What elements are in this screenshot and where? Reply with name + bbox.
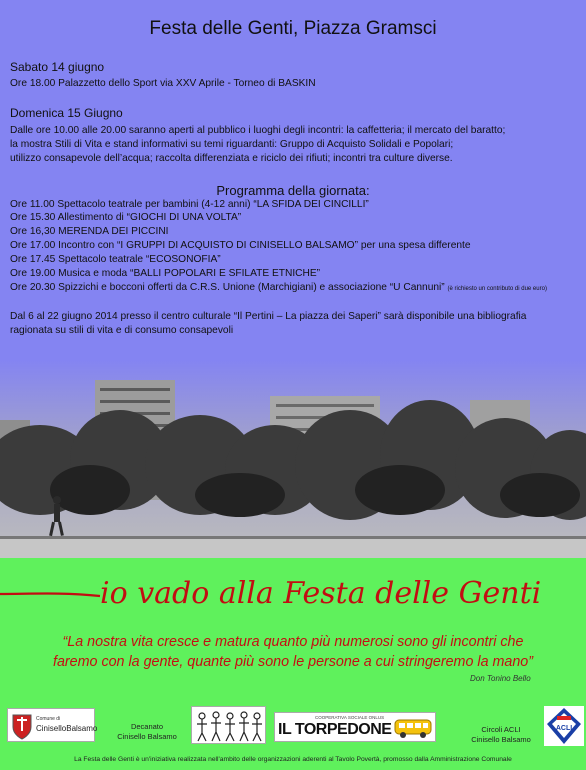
- people-drawing-logo: [191, 706, 266, 744]
- torpedone-logo: [274, 712, 436, 742]
- decanato-line: Decanato: [130, 722, 164, 731]
- coat-of-arms-icon: [11, 711, 33, 741]
- quote-author: Don Tonino Bello: [470, 674, 531, 683]
- piazza-ground: [0, 538, 586, 560]
- bus-icon: [393, 716, 433, 740]
- page-title: Festa delle Genti, Piazza Gramsci: [149, 18, 437, 39]
- programma-item-last: [10, 281, 547, 296]
- comune-name: CiniselloBalsamo: [36, 724, 98, 733]
- domenica-line: utilizzo consapevole dell’acqua; raccolta differenziata e riciclo dei rifiuti; incontri tra culture diverse.: [10, 153, 453, 164]
- comune-logo: [7, 708, 98, 742]
- sabato-line: Ore 18.00 Palazzetto dello Sport via XXV Aprile - Torneo di BASKIN: [10, 78, 316, 89]
- programma-item: Ore 17.45 Spettacolo teatrale “ECOSONOFIA”: [10, 254, 221, 265]
- acli-line: Circoli ACLI: [481, 725, 521, 734]
- domenica-line: la mostra Stili di Vita e stand informativi su temi riguardanti: Gruppo di Acquisto Solidali e Popolari;: [10, 139, 454, 150]
- slogan: io vado alla Festa delle Genti: [100, 576, 542, 611]
- acli-label: [466, 725, 536, 745]
- bibliografia-line: ragionata su stili di vita e di consumo consapevoli: [10, 325, 234, 336]
- domenica-line: Dalle ore 10.00 alle 20.00 saranno aperti al pubblico i luoghi degli incontri: la caffetteria; il mercato del baratto;: [10, 125, 506, 136]
- programma-item: Ore 11.00 Spettacolo teatrale per bambini (4-12 anni) “LA SFIDA DEI CINCILLI”: [10, 199, 369, 210]
- footer-note: La Festa delle Genti è un'iniziativa realizzata nell'ambito delle organizzazioni aderenti al Tavolo Povertà, promosso dalla Amministrazione Comunale: [74, 756, 512, 763]
- programma-last-note: (è richiesto un contributo di due euro): [447, 286, 547, 292]
- programma-heading: Programma della giornata:: [216, 183, 370, 198]
- programma-item: Ore 16,30 MERENDA DEI PICCINI: [10, 226, 169, 237]
- bibliografia-line: Dal 6 al 22 giugno 2014 presso il centro culturale “Il Pertini – La piazza dei Saperi” sarà disponibile una bibliografia: [10, 311, 527, 322]
- decanato-line: Cinisello Balsamo: [117, 732, 177, 741]
- acli-logo: [544, 706, 584, 746]
- piazza-photo: [0, 360, 586, 560]
- acli-line: Cinisello Balsamo: [471, 735, 531, 744]
- domenica-date: Domenica 15 Giugno: [10, 106, 123, 120]
- acli-badge-text: ACLI: [555, 725, 573, 732]
- comune-small: Comune di: [36, 716, 61, 722]
- quote-line: faremo con la gente, quante più sono le persone a cui stringeremo la mano”: [52, 654, 534, 670]
- programma-item: Ore 17.00 Incontro con “I GRUPPI DI ACQUISTO DI CINISELLO BALSAMO” per una spesa differente: [10, 240, 471, 251]
- piazza-curb: [0, 536, 586, 539]
- people-drawing-icon: [192, 707, 265, 743]
- programma-item: Ore 15.30 Allestimento di “GIOCHI DI UNA VOLTA”: [10, 212, 242, 223]
- quote: [0, 632, 586, 672]
- programma-item: Ore 19.00 Musica e moda “BALLI POPOLARI E SFILATE ETNICHE”: [10, 268, 321, 279]
- sabato-date: Sabato 14 giugno: [10, 60, 105, 74]
- quote-line: “La nostra vita cresce e matura quanto più numerosi sono gli incontri che: [62, 634, 524, 650]
- decanato-label: [112, 722, 182, 742]
- piazza-photo-illustration: [0, 360, 586, 560]
- programma-last-text: Ore 20.30 Spizzichi e bocconi offerti da C.R.S. Unione (Marchigiani) e associazione “U Cannuni”: [10, 282, 445, 293]
- torpedone-name: IL TORPEDONE: [278, 721, 392, 738]
- torpedone-small: COOPERATIVA SOCIALE ONLUS: [315, 715, 385, 720]
